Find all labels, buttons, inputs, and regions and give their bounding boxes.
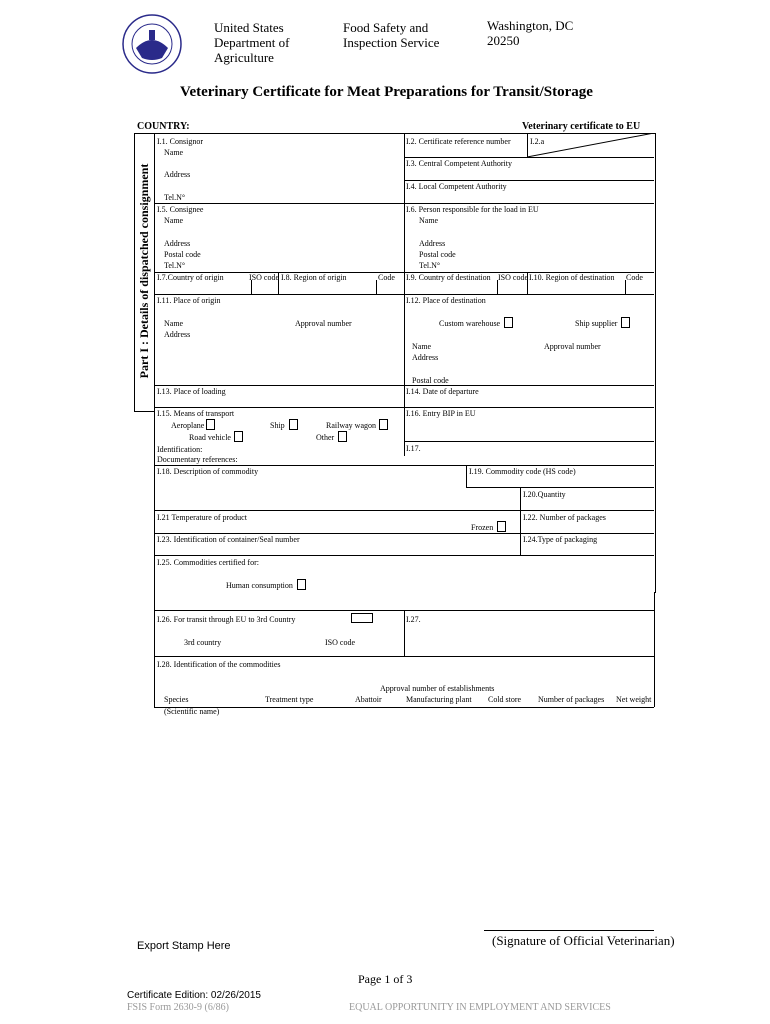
- zip-line: 20250: [487, 33, 520, 48]
- i9-label: I.9. Country of destination: [406, 273, 491, 282]
- i15-other: Other: [316, 433, 335, 442]
- i12-ship: Ship supplier: [575, 319, 618, 328]
- line-i28: [154, 656, 654, 657]
- i18-label: I.18. Description of commodity: [157, 467, 259, 476]
- service-line-1: Food Safety and: [343, 20, 429, 35]
- signature-line: [484, 930, 654, 931]
- cert-to-eu-label: Veterinary certificate to EU: [522, 121, 641, 132]
- i6-label: I.6. Person responsible for the load in EU: [406, 205, 539, 214]
- i14-label: I.14. Date of departure: [406, 387, 479, 396]
- frozen-checkbox[interactable]: [497, 521, 506, 532]
- i28-label: I.28. Identification of the commodities: [157, 660, 281, 669]
- i5-label: I.5. Consignee: [157, 205, 204, 214]
- i20-divider: [520, 487, 521, 555]
- i15-label: I.15. Means of transport: [157, 409, 235, 418]
- i25-label: I.25. Commodities certified for:: [157, 558, 259, 567]
- i9-iso: ISO code: [498, 273, 528, 282]
- aeroplane-checkbox[interactable]: [206, 419, 215, 430]
- i2-label: I.2. Certificate reference number: [406, 137, 511, 146]
- i6-tel: Tel.N°: [419, 261, 441, 270]
- i1-address: Address: [164, 170, 191, 179]
- i15-aeroplane: Aeroplane: [171, 421, 205, 430]
- i5-address: Address: [164, 239, 191, 248]
- i1-name: Name: [164, 148, 184, 157]
- certificate-edition: Certificate Edition: 02/26/2015: [127, 990, 261, 1001]
- i28-approval: Approval number of establishments: [380, 684, 495, 693]
- line-i25: [154, 555, 654, 556]
- i23-label: I.23. Identification of container/Seal number: [157, 535, 300, 544]
- code-tick-1: [376, 280, 377, 294]
- i25-human: Human consumption: [226, 581, 293, 590]
- i12-custom: Custom warehouse: [439, 319, 501, 328]
- i12-label: I.12. Place of destination: [406, 296, 486, 305]
- i5-tel: Tel.N°: [164, 261, 186, 270]
- i15-road: Road vehicle: [189, 433, 231, 442]
- i26-label: I.26. For transit through EU to 3rd Country: [157, 615, 296, 624]
- i11-address: Address: [164, 330, 191, 339]
- i28-manufacturing: Manufacturing plant: [406, 695, 472, 704]
- i3-label: I.3. Central Competent Authority: [406, 159, 512, 168]
- i5-name: Name: [164, 216, 184, 225]
- org-line-1: United States: [214, 20, 284, 35]
- org-line-2: Department of: [214, 35, 290, 50]
- equal-opportunity: EQUAL OPPORTUNITY IN EMPLOYMENT AND SERVICES: [349, 1002, 611, 1013]
- i2a-label: I.2.a: [530, 137, 545, 146]
- i17-label: I.17.: [406, 444, 421, 453]
- ship-checkbox[interactable]: [289, 419, 298, 430]
- i1-label: I.1. Consignor: [157, 137, 203, 146]
- form-frame: [154, 133, 656, 593]
- line-i26: [154, 610, 654, 611]
- i28-abattoir: Abattoir: [355, 695, 382, 704]
- i28-treatment: Treatment type: [265, 695, 314, 704]
- i27-label: I.27.: [406, 615, 421, 624]
- page-title: Veterinary Certificate for Meat Preparations for Transit/Storage: [180, 84, 593, 100]
- i10-label: I.10. Region of destination: [529, 273, 615, 282]
- i5-postal: Postal code: [164, 250, 201, 259]
- i12-name: Name: [412, 342, 432, 351]
- line-i20: [466, 487, 654, 488]
- i26-3rd: 3rd country: [184, 638, 222, 647]
- part1-label: Part I : Details of dispatched consignment: [137, 163, 151, 379]
- i28-packages: Number of packages: [538, 695, 605, 704]
- i15-ident: Identification:: [157, 445, 203, 454]
- other-checkbox[interactable]: [338, 431, 347, 442]
- i8-label: I.8. Region of origin: [281, 273, 347, 282]
- page-number: Page 1 of 3: [358, 972, 413, 986]
- i16-label: I.16. Entry BIP in EU: [406, 409, 476, 418]
- custom-warehouse-checkbox[interactable]: [504, 317, 513, 328]
- export-stamp-label: Export Stamp Here: [137, 940, 231, 952]
- line-i17: [404, 441, 654, 442]
- center-divider-lower: [404, 610, 405, 656]
- i21-label: I.21 Temperature of product: [157, 513, 247, 522]
- road-vehicle-checkbox[interactable]: [234, 431, 243, 442]
- country-label: COUNTRY:: [137, 121, 190, 132]
- i28-cold: Cold store: [488, 695, 522, 704]
- i24-label: I.24.Type of packaging: [523, 535, 598, 544]
- i19-label: I.19. Commodity code (HS code): [469, 467, 576, 476]
- part1-side: [134, 133, 154, 410]
- i7-label: I.7.Country of origin: [157, 273, 224, 282]
- i12-approval: Approval number: [544, 342, 601, 351]
- ship-supplier-checkbox[interactable]: [621, 317, 630, 328]
- i11-name: Name: [164, 319, 184, 328]
- i26-checkbox[interactable]: [351, 613, 373, 623]
- i6-address: Address: [419, 239, 446, 248]
- i19-divider: [466, 465, 467, 488]
- i28-net: Net weight: [616, 695, 652, 704]
- right-edge-lower: [654, 592, 655, 707]
- i15-ship: Ship: [270, 421, 285, 430]
- i20-label: I.20.Quantity: [523, 490, 566, 499]
- line-bottom: [154, 707, 654, 708]
- i15-railway: Railway wagon: [326, 421, 376, 430]
- i6-postal: Postal code: [419, 250, 456, 259]
- i28-species: Species: [164, 695, 189, 704]
- i13-label: I.13. Place of loading: [157, 387, 226, 396]
- line-i3: [404, 157, 654, 158]
- line-i13: [154, 385, 654, 386]
- i11-label: I.11. Place of origin: [157, 296, 221, 305]
- i21-frozen: Frozen: [471, 523, 494, 532]
- i10-code: Code: [626, 273, 643, 282]
- i6-name: Name: [419, 216, 439, 225]
- human-consumption-checkbox[interactable]: [297, 579, 306, 590]
- signature-label: (Signature of Official Veterinarian): [492, 933, 675, 948]
- line-i18: [154, 465, 654, 466]
- i7-iso: ISO code: [249, 273, 279, 282]
- service-line-2: Inspection Service: [343, 35, 440, 50]
- i22-label: I.22. Number of packages: [523, 513, 606, 522]
- line-i4: [404, 180, 654, 181]
- city-line: Washington, DC: [487, 18, 574, 33]
- i4-label: I.4. Local Competent Authority: [406, 182, 507, 191]
- org-line-3: Agriculture: [214, 50, 274, 65]
- i15-docs: Documentary references:: [157, 455, 238, 464]
- i12-postal: Postal code: [412, 376, 449, 385]
- i12-address: Address: [412, 353, 439, 362]
- railway-wagon-checkbox[interactable]: [379, 419, 388, 430]
- line-i21: [154, 510, 654, 511]
- i28-scientific: (Scientific name): [164, 707, 220, 716]
- line-i11: [154, 294, 654, 295]
- i11-approval: Approval number: [295, 319, 352, 328]
- line-i15: [154, 407, 654, 408]
- usda-seal-icon: [122, 14, 182, 74]
- line-i23: [154, 533, 654, 534]
- i2a-diagonal: [527, 133, 654, 157]
- form-number: FSIS Form 2630-9 (6/86): [127, 1002, 229, 1013]
- i1-tel: Tel.N°: [164, 193, 186, 202]
- i8-code: Code: [378, 273, 395, 282]
- i26-iso: ISO code: [325, 638, 355, 647]
- line-i5: [154, 203, 654, 204]
